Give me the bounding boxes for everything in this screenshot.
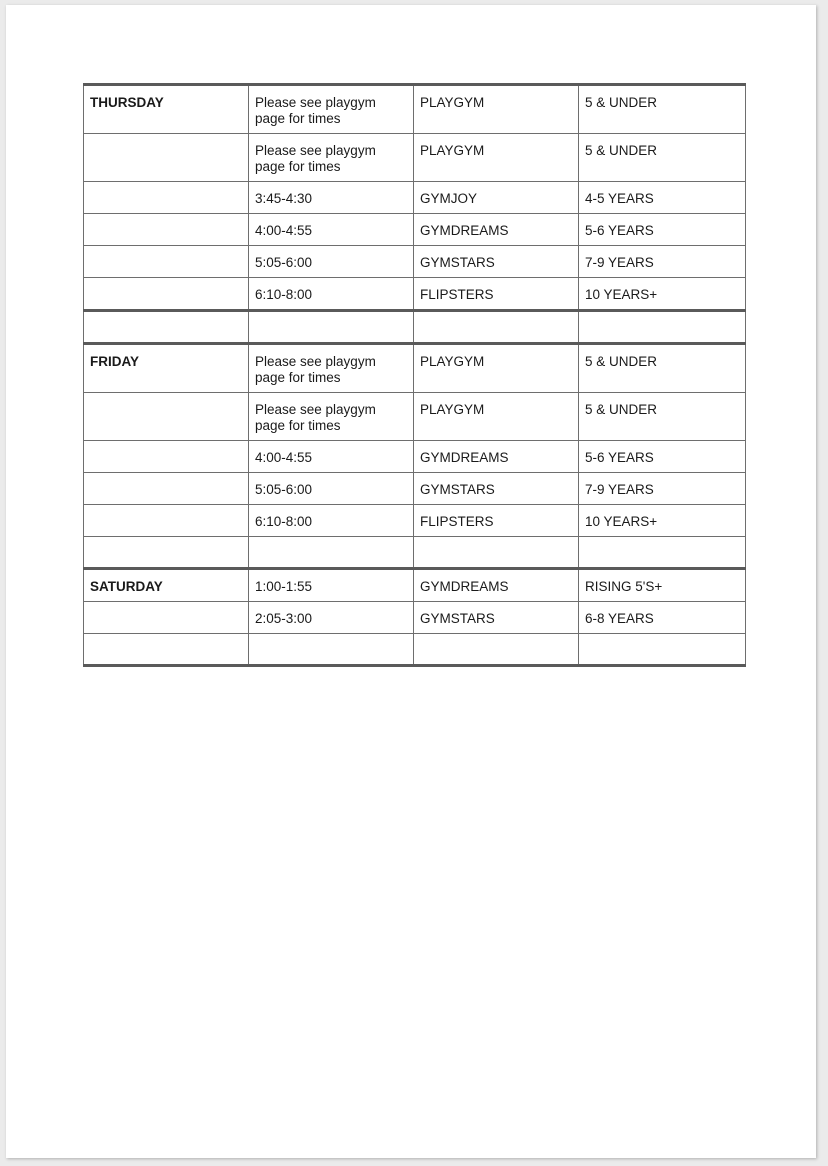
age-cell: 5 & UNDER — [579, 344, 746, 393]
table-row — [84, 505, 746, 537]
day-label-saturday: SATURDAY — [84, 569, 249, 602]
class-cell: PLAYGYM — [414, 344, 579, 393]
time-cell: Please see playgym page for times — [249, 134, 414, 182]
day-cell — [84, 441, 249, 473]
age-cell: 10 YEARS+ — [579, 278, 746, 311]
time-cell: 6:10-8:00 — [249, 278, 414, 311]
day-cell — [84, 214, 249, 246]
age-cell: 7-9 YEARS — [579, 246, 746, 278]
table-row — [84, 214, 746, 246]
time-cell: 2:05-3:00 — [249, 602, 414, 634]
age-cell: RISING 5'S+ — [579, 569, 746, 602]
time-cell: 6:10-8:00 — [249, 505, 414, 537]
time-cell: Please see playgym page for times — [249, 393, 414, 441]
table-row — [84, 85, 746, 134]
table-row — [84, 278, 746, 311]
time-cell: Please see playgym page for times — [249, 85, 414, 134]
age-cell: 7-9 YEARS — [579, 473, 746, 505]
day-label-thursday: THURSDAY — [84, 85, 249, 134]
document-page — [6, 5, 816, 1158]
class-cell: PLAYGYM — [414, 393, 579, 441]
day-cell — [84, 393, 249, 441]
class-cell: FLIPSTERS — [414, 505, 579, 537]
table-row — [84, 246, 746, 278]
age-cell: 5 & UNDER — [579, 393, 746, 441]
time-cell: 5:05-6:00 — [249, 473, 414, 505]
day-cell — [84, 473, 249, 505]
age-cell: 10 YEARS+ — [579, 505, 746, 537]
table-row — [84, 393, 746, 441]
table-row — [84, 182, 746, 214]
time-cell: 5:05-6:00 — [249, 246, 414, 278]
day-cell — [84, 246, 249, 278]
table-row — [84, 134, 746, 182]
age-cell: 5 & UNDER — [579, 134, 746, 182]
day-label-friday: FRIDAY — [84, 344, 249, 393]
spacer-row — [84, 634, 746, 666]
day-cell — [84, 134, 249, 182]
schedule-table — [83, 83, 746, 667]
class-cell: FLIPSTERS — [414, 278, 579, 311]
class-cell: GYMSTARS — [414, 602, 579, 634]
class-cell: PLAYGYM — [414, 134, 579, 182]
table-row — [84, 602, 746, 634]
table-row — [84, 344, 746, 393]
class-cell: GYMSTARS — [414, 473, 579, 505]
time-cell: 4:00-4:55 — [249, 214, 414, 246]
spacer-row — [84, 311, 746, 344]
age-cell: 4-5 YEARS — [579, 182, 746, 214]
class-cell: GYMJOY — [414, 182, 579, 214]
spacer-row — [84, 537, 746, 569]
time-cell: 3:45-4:30 — [249, 182, 414, 214]
table-row — [84, 569, 746, 602]
time-cell: 4:00-4:55 — [249, 441, 414, 473]
table-row — [84, 441, 746, 473]
age-cell: 5 & UNDER — [579, 85, 746, 134]
age-cell: 6-8 YEARS — [579, 602, 746, 634]
class-cell: GYMSTARS — [414, 246, 579, 278]
class-cell: PLAYGYM — [414, 85, 579, 134]
day-cell — [84, 505, 249, 537]
table-row — [84, 473, 746, 505]
class-cell: GYMDREAMS — [414, 569, 579, 602]
time-cell: 1:00-1:55 — [249, 569, 414, 602]
class-cell: GYMDREAMS — [414, 214, 579, 246]
age-cell: 5-6 YEARS — [579, 441, 746, 473]
class-cell: GYMDREAMS — [414, 441, 579, 473]
time-cell: Please see playgym page for times — [249, 344, 414, 393]
day-cell — [84, 182, 249, 214]
day-cell — [84, 602, 249, 634]
age-cell: 5-6 YEARS — [579, 214, 746, 246]
day-cell — [84, 278, 249, 311]
